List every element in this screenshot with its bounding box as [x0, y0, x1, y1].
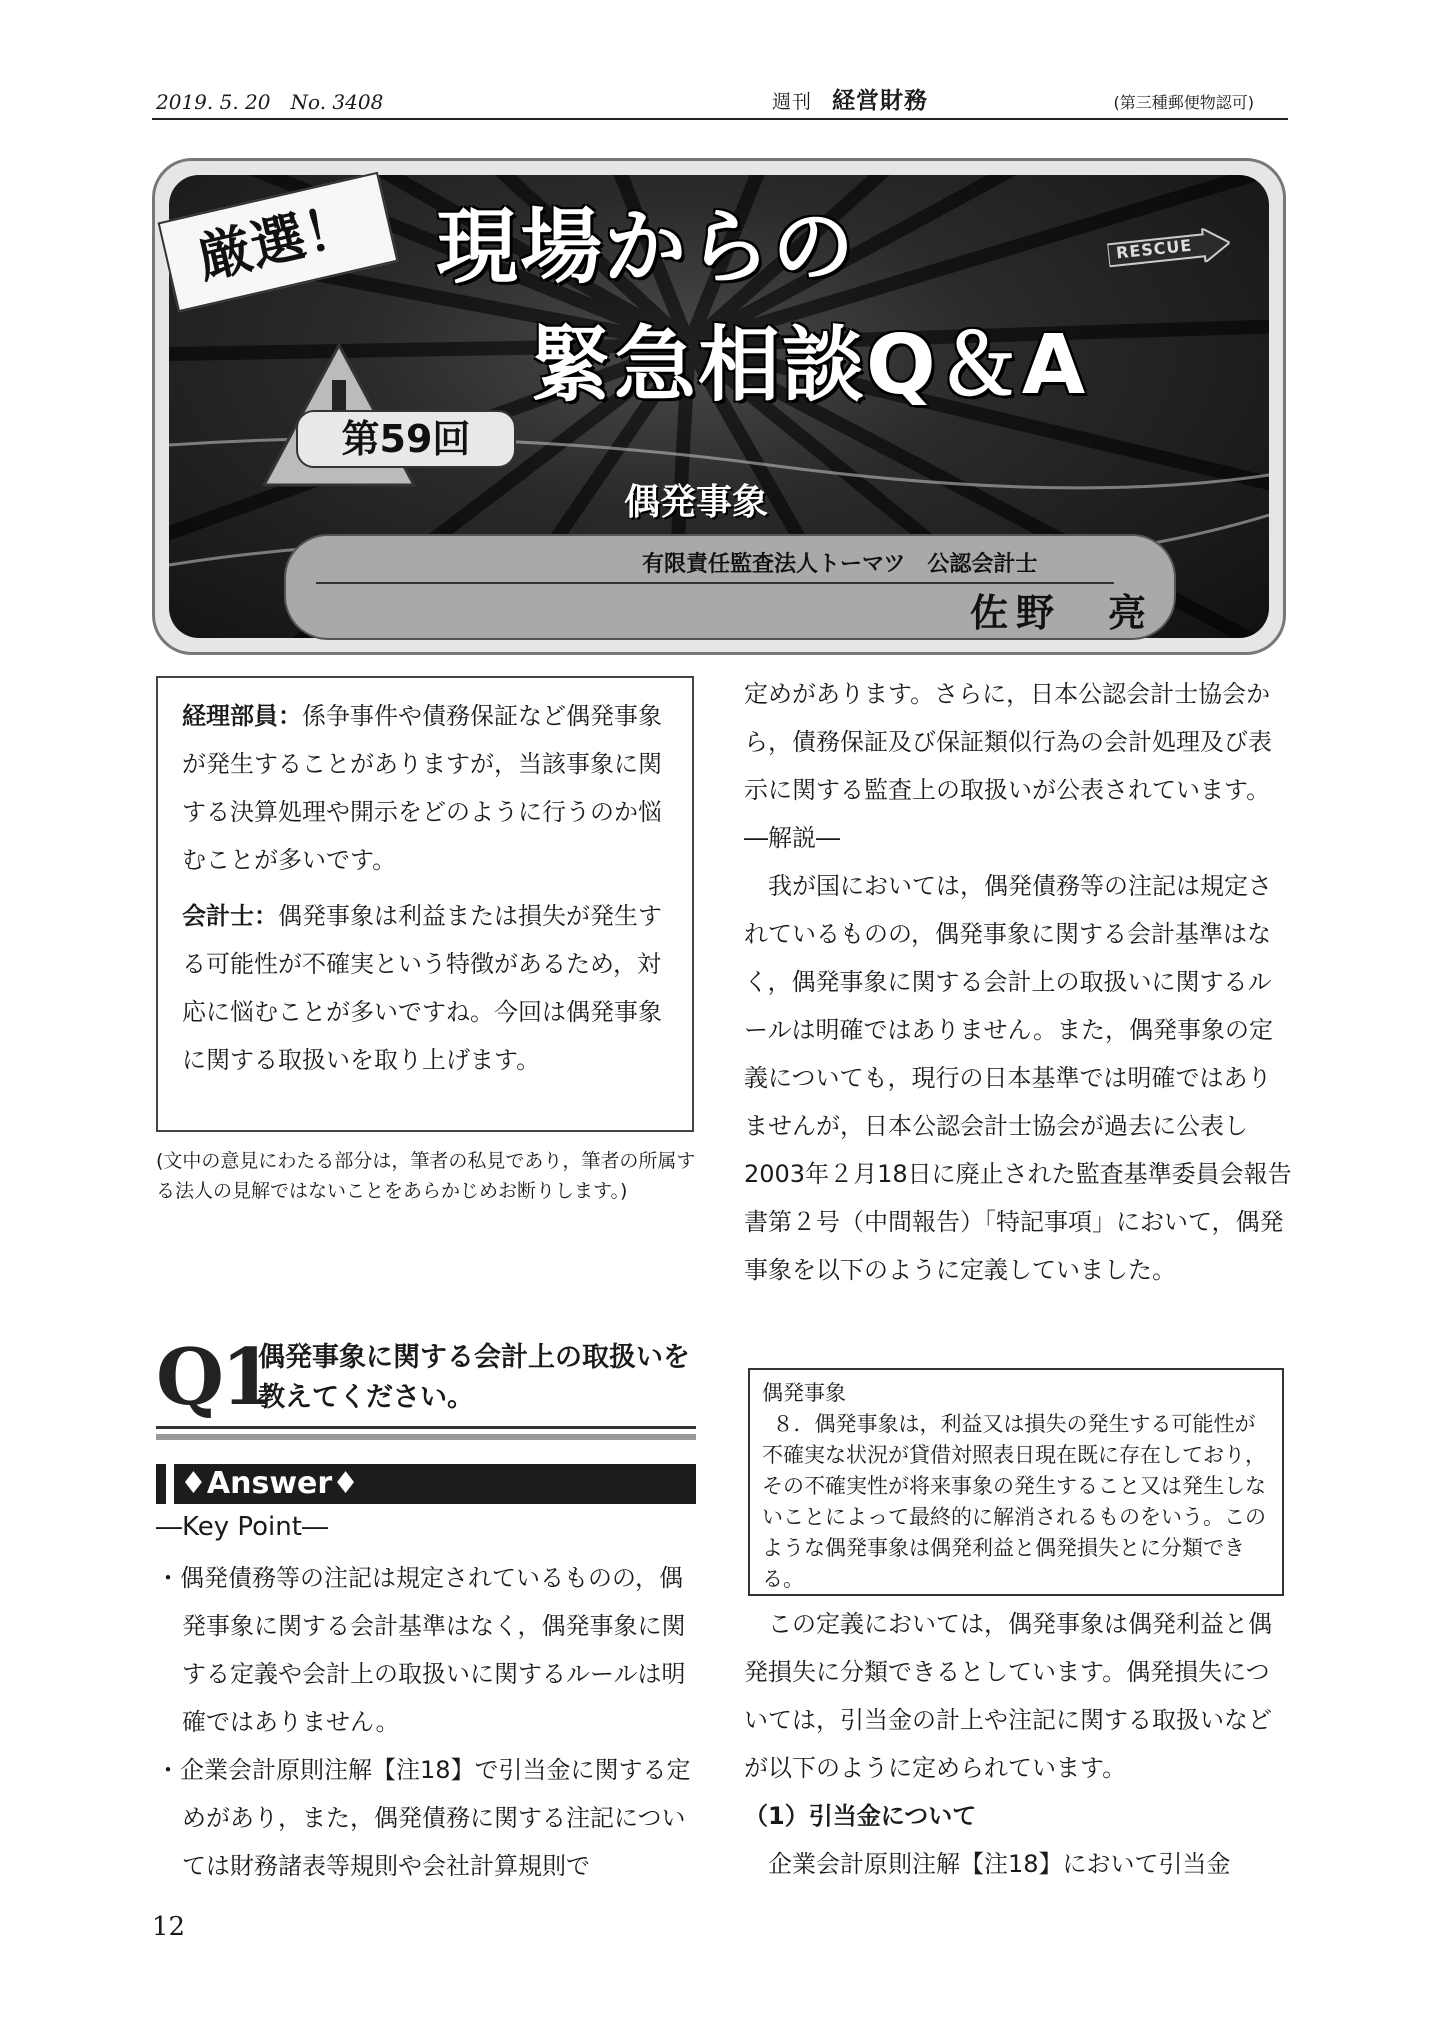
- commentary-heading: ―解説―: [744, 824, 840, 852]
- answer-heading: [156, 1464, 696, 1504]
- right-paragraph-1: 定めがあります。さらに，日本公認会計士協会から，債務保証及び保証類似行為の会計処理及び表示に関する監査上の取扱いが公表されています。: [744, 680, 1272, 804]
- tag-strict-selection: 厳選！: [158, 172, 399, 312]
- dialogue-cpa-text: 偶発事象は利益または損失が発生する可能性が不確実という特徴があるため，対応に悩むことが多いですね。今回は偶発事象に関する取扱いを取り上げます。: [182, 902, 662, 1074]
- dialogue-staff-text: 係争事件や債務保証など偶発事象が発生することがありますが，当該事象に関する決算処理や開示をどのように行うのか悩むことが多いです。: [182, 702, 662, 874]
- keypoint-item-1: ・偶発債務等の注記は規定されているものの，偶発事象に関する会計基準はなく，偶発事象に関する定義や会計上の取扱いに関するルールは明確ではありません。: [156, 1564, 686, 1736]
- author-firm: 有限責任監査法人トーマツ 公認会計士: [642, 552, 1038, 577]
- page-number: 12: [152, 1912, 186, 1942]
- question-number: Q1: [156, 1332, 273, 1423]
- magazine-title: [772, 82, 928, 115]
- definition-box: [748, 1368, 1284, 1596]
- issue-number: 第59回: [296, 410, 516, 468]
- right-paragraph-3: この定義においては，偶発事象は偶発利益と偶発損失に分類できるとしています。偶発損失については，引当金の計上や注記に関する取扱いなどが以下のように定められています。: [744, 1610, 1272, 1782]
- question-rule: [156, 1426, 696, 1429]
- definition-title: 偶発事象: [762, 1381, 846, 1405]
- question-text: 偶発事象に関する会計上の取扱いを教えてください。: [258, 1342, 690, 1413]
- keypoint-item-2: ・企業会計原則注解【注18】で引当金に関する定めがあり，また，偶発債務に関する注記については財務諸表等規則や会社計算規則で: [156, 1756, 691, 1880]
- title-line2: 緊急相談Q＆A: [530, 318, 1088, 413]
- postal-permit: (第三種郵便物認可): [1113, 93, 1254, 112]
- right-paragraph-4: 企業会計原則注解【注18】において引当金: [768, 1850, 1231, 1878]
- author-name: 佐野 亮: [970, 591, 1155, 635]
- keypoint-list: [156, 1554, 702, 1890]
- dialogue-cpa: [182, 892, 674, 1084]
- weekly-label: 週刊: [772, 91, 813, 113]
- right-paragraph-2: [744, 862, 1292, 1294]
- answer-label: ♦Answer♦: [180, 1466, 360, 1501]
- right-paragraph-2-text: 我が国においては，偶発債務等の注記は規定されているものの，偶発事象に関する会計基準はなく，偶発事象に関する会計上の取扱いに関するルールは明確ではありません。また，偶発事象の定義についても，現行の日本基準では明確ではありませんが，日本公認会計士協会が過去に公表し2003年２月18日に廃止された監査基準委員会報告書第２号（中間報告）「特記事項」において，偶発事象を以下のように定義していました。: [744, 872, 1292, 1284]
- question-rule-shadow: [156, 1434, 696, 1440]
- dialogue-staff: [182, 692, 674, 884]
- dialogue-box: [156, 676, 694, 1132]
- article-subject: 偶発事象: [624, 482, 769, 523]
- title-line1: 現場からの: [436, 200, 857, 295]
- issue-date: 2019. 5. 20 No. 3408: [156, 90, 384, 114]
- answer-heading-bar: [166, 1464, 174, 1504]
- rescue-text: RESCUE: [1115, 235, 1194, 263]
- subheading-allowance: （1）引当金について: [744, 1802, 977, 1830]
- right-column: [744, 670, 1292, 1294]
- keypoint-heading: ―Key Point―: [156, 1512, 328, 1542]
- disclaimer-note: (文中の意見にわたる部分は，筆者の私見であり，筆者の所属する法人の見解ではないことをあらかじめお断りします。): [156, 1150, 696, 1202]
- question-heading: [156, 1332, 696, 1424]
- speaker-cpa: 会計士：: [182, 902, 278, 930]
- right-column-lower: [744, 1600, 1292, 1888]
- definition-body: ８．偶発事象は，利益又は損失の発生する可能性が不確実な状況が貸借対照表日現在既に存在しており，その不確実性が将来事象の発生すること又は発生しないことによって最終的に解消されるものをいう。このような偶発事象は偶発利益と偶発損失とに分類できる。: [762, 1412, 1266, 1591]
- running-header: [152, 84, 1288, 120]
- speaker-staff: 経理部員：: [182, 702, 302, 730]
- magazine-name: 経営財務: [832, 88, 929, 114]
